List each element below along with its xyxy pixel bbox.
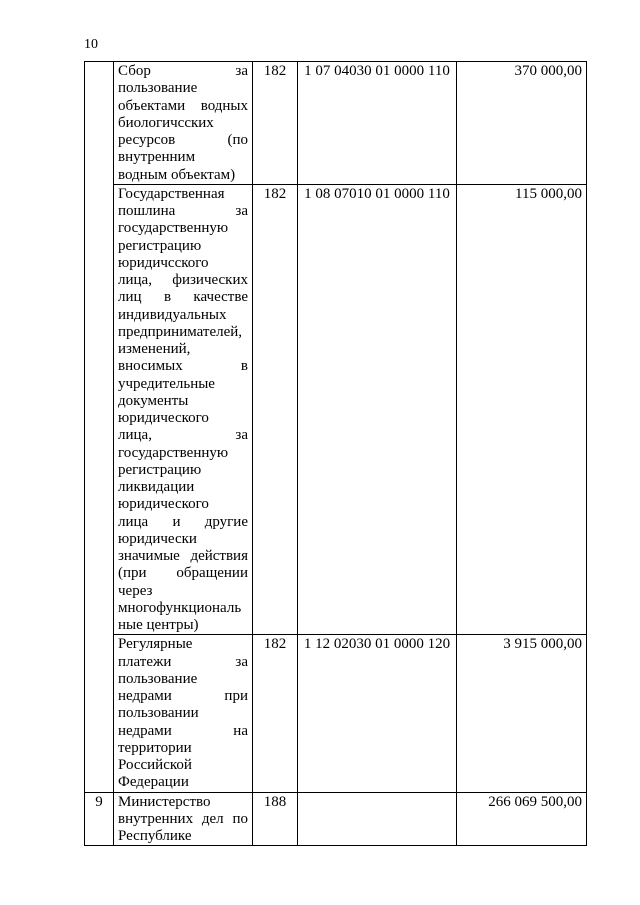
name-line: Государственная	[118, 185, 225, 202]
kbk-code-cell	[298, 792, 457, 846]
name-line: ные центры)	[118, 617, 199, 633]
name-line: юридического	[118, 496, 209, 513]
name-line: пользование	[118, 670, 198, 687]
name-line: значимые действия	[118, 548, 248, 564]
name-line: Республике	[118, 828, 192, 844]
table-row	[85, 184, 587, 635]
name-line: государственную	[118, 220, 229, 237]
admin-code-cell: 182	[253, 635, 298, 792]
amount-cell: 115 000,00	[457, 184, 587, 635]
name-line: пользовании	[118, 705, 199, 722]
name-line: лица, физических	[118, 272, 248, 288]
name-line: регистрацию	[118, 237, 202, 254]
name-line: Российской	[118, 757, 192, 773]
name-line: индивидуальных	[118, 306, 227, 323]
name-line: ликвидации	[118, 479, 195, 495]
name-line: Министерство	[118, 793, 211, 810]
table-row	[85, 62, 587, 185]
name-line: юридичсского	[118, 254, 209, 271]
admin-code-cell: 182	[253, 62, 298, 185]
row-number-cell	[85, 62, 114, 793]
name-line: внутренним	[118, 149, 196, 166]
name-cell	[114, 792, 253, 846]
name-line: объектами водных	[118, 97, 248, 114]
table-row	[85, 635, 587, 792]
name-line: через	[118, 582, 153, 599]
name-line: Регулярные	[118, 636, 193, 653]
name-cell	[114, 635, 253, 792]
name-line: юридически	[118, 530, 197, 547]
name-line: пользование	[118, 80, 198, 97]
name-line: государственную	[118, 444, 229, 461]
name-line: водным объектам)	[118, 166, 236, 183]
name-line: внутренних дел по	[118, 810, 248, 827]
row-number-cell: 9	[85, 792, 114, 846]
kbk-code-cell: 1 08 07010 01 0000 110	[298, 184, 457, 635]
amount-cell: 266 069 500,00	[457, 792, 587, 846]
name-line: вносимых в	[118, 358, 248, 375]
budget-table	[84, 61, 587, 846]
name-line: многофункциональ	[118, 599, 242, 616]
name-line: биологичсских	[118, 114, 214, 131]
name-line: Сбор за	[118, 63, 248, 79]
name-line: пошлина за	[118, 203, 248, 219]
amount-cell: 370 000,00	[457, 62, 587, 185]
name-line: изменений,	[118, 341, 191, 357]
name-line: Федерации	[118, 774, 189, 791]
name-cell	[114, 62, 253, 185]
admin-code-cell: 188	[253, 792, 298, 846]
name-line: недрами на	[118, 722, 248, 739]
name-line: лиц в качестве	[118, 289, 248, 306]
name-line: территории	[118, 739, 192, 756]
kbk-code-cell: 1 12 02030 01 0000 120	[298, 635, 457, 792]
name-line: документы	[118, 392, 189, 409]
name-line: (при обращении	[118, 565, 248, 582]
name-line: лица и другие	[118, 513, 248, 530]
table-row	[85, 792, 587, 846]
name-line: регистрацию	[118, 461, 202, 478]
name-line: ресурсов (по	[118, 132, 248, 148]
name-line: недрами при	[118, 688, 248, 704]
name-line: платежи за	[118, 653, 248, 670]
page-number: 10	[84, 37, 98, 52]
admin-code-cell: 182	[253, 184, 298, 635]
name-line: предпринимателей,	[118, 323, 243, 340]
name-cell	[114, 184, 253, 635]
name-line: учредительные	[118, 375, 215, 392]
name-line: юридического	[118, 410, 209, 426]
amount-cell: 3 915 000,00	[457, 635, 587, 792]
name-line: лица, за	[118, 427, 248, 444]
kbk-code-cell: 1 07 04030 01 0000 110	[298, 62, 457, 185]
